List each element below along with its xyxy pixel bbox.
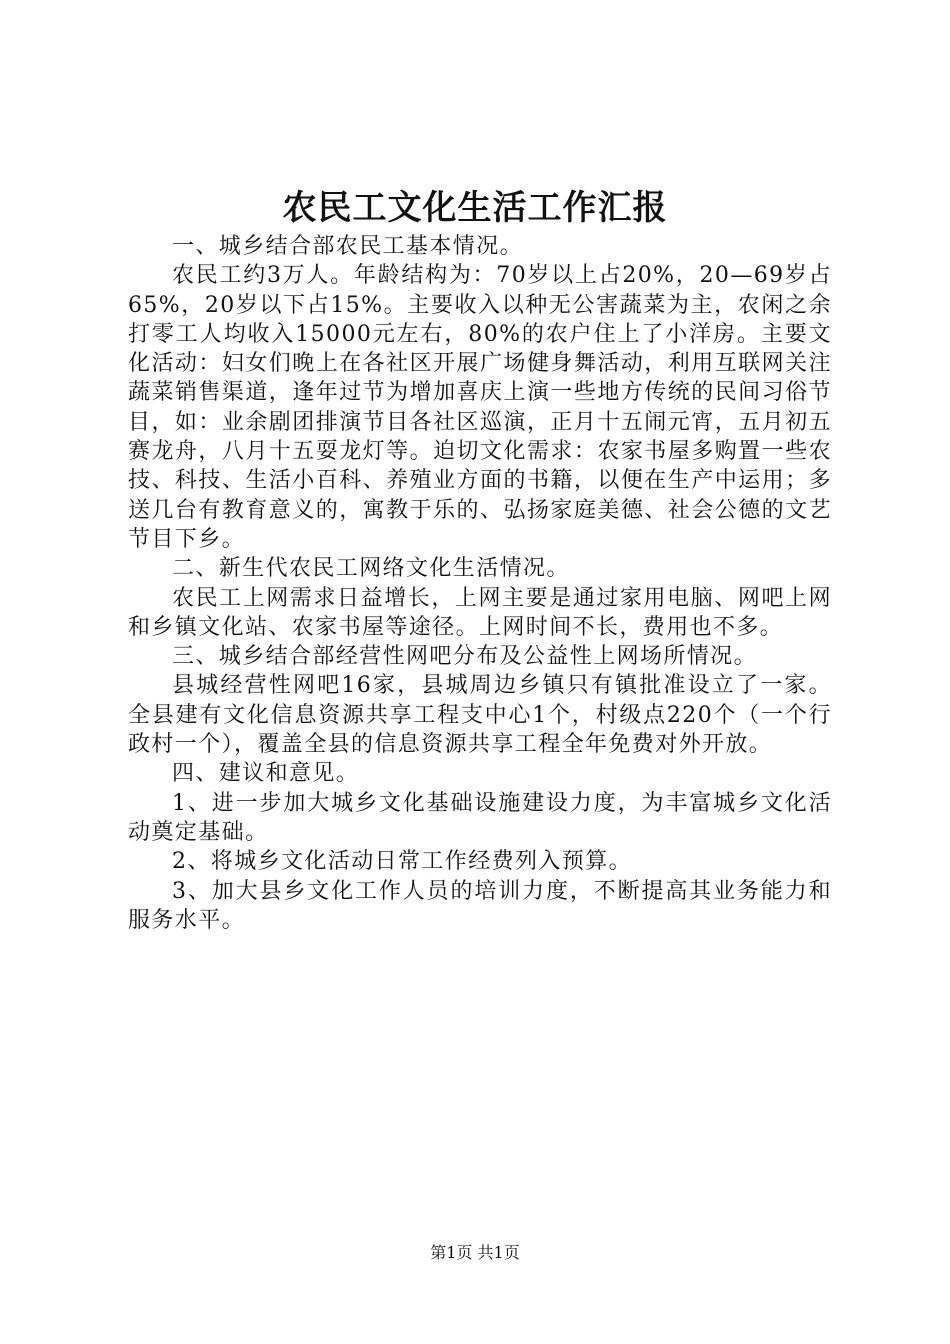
paragraph-basic-situation: 农民工约3万人。年龄结构为：70岁以上占20%，20—69岁占65%，20岁以下占15%。主要收入以种无公害蔬菜为主，农闲之余打零工人均收入15000元左右，80%的农户住上了小洋房。主要文化活动：妇女们晚上在各社区开展广场健身舞活动，利用互联网关注蔬菜销售渠道，逢年过节为增加喜庆上演一些地方传统的民间习俗节目，如：业余剧团排演节目各社区巡演，正月十五闹元宵，五月初五赛龙舟，八月十五耍龙灯等。迫切文化需求：农家书屋多购置一些农技、科技、生活小百科、养殖业方面的书籍，以便在生产中运用；多送几台有教育意义的，寓教于乐的、弘扬家庭美德、社会公德的文艺节目下乡。 (128, 263, 832, 552)
section-heading-network-culture: 二、新生代农民工网络文化生活情况。 (172, 556, 570, 582)
page-number-footer: 第1页 共1页 (430, 1243, 520, 1262)
section-heading-internet-cafes: 三、城乡结合部经营性网吧分布及公益性上网场所情况。 (172, 644, 758, 670)
suggestion-item-3: 3、加大县乡文化工作人员的培训力度，不断提高其业务能力和服务水平。 (128, 878, 832, 933)
paragraph-network-culture: 农民工上网需求日益增长，上网主要是通过家用电脑、网吧上网和乡镇文化站、农家书屋等途径。上网时间不长，费用也不多。 (128, 585, 832, 640)
section-heading-basic-situation: 一、城乡结合部农民工基本情况。 (172, 234, 524, 259)
section-heading-suggestions: 四、建议和意见。 (172, 761, 360, 787)
suggestion-item-1: 1、进一步加大城乡文化基础设施建设力度，为丰富城乡文化活动奠定基础。 (128, 790, 832, 845)
document-title: 农民工文化生活工作汇报 (282, 188, 668, 228)
document-body (128, 232, 832, 935)
paragraph-internet-cafes: 县城经营性网吧16家，县城周边乡镇只有镇批准设立了一家。全县建有文化信息资源共享工程支中心1个，村级点220个（一个行政村一个），覆盖全县的信息资源共享工程全年免费对外开放。 (128, 673, 832, 758)
suggestion-item-2: 2、将城乡文化活动日常工作经费列入预算。 (172, 849, 632, 875)
